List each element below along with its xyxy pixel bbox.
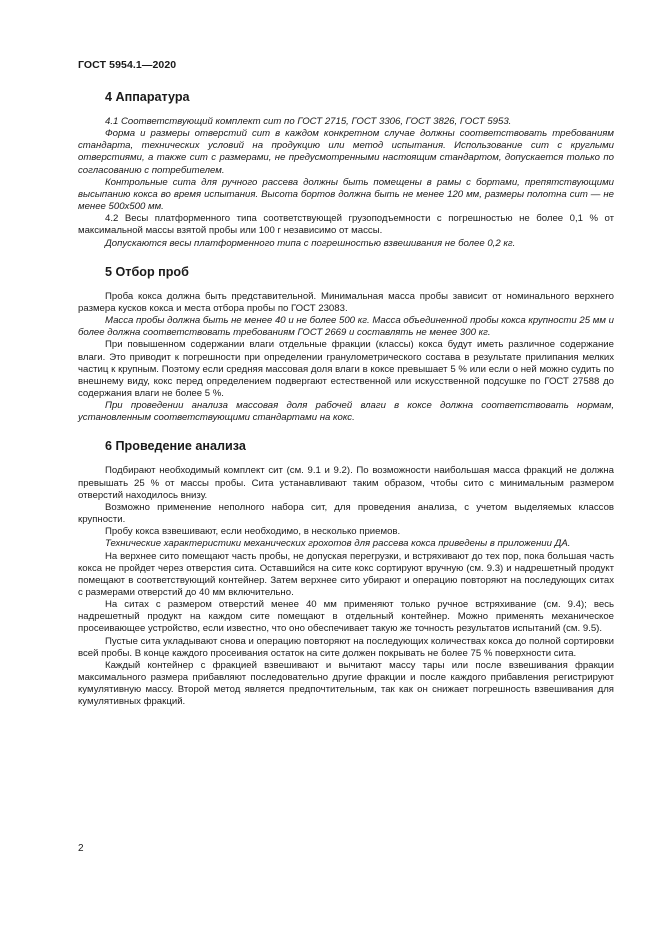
document-code-header: ГОСТ 5954.1—2020 — [78, 59, 177, 71]
section-sampling — [78, 265, 614, 425]
paragraph: Проба кокса должна быть представительной. Минимальная масса пробы зависит от номинального верхнего размера кусков кокса и места отбора пробы по ГОСТ 23083. — [78, 290, 614, 314]
paragraph: Контрольные сита для ручного рассева должны быть помещены в рамы с бортами, препятствующими высыпанию кокса во время испытания. Высота бортов должна быть не менее 120 мм, размеры полотна сит — не менее 500х500 мм. — [78, 176, 614, 213]
paragraph: Пробу кокса взвешивают, если необходимо, в несколько приемов. — [105, 526, 401, 538]
paragraph: 4.2 Весы платформенного типа соответствующей грузоподъемности с погрешностью не более 0,1 % от максимальной массы взятой пробы или 100 г независимо от массы. — [78, 213, 614, 237]
paragraph: Форма и размеры отверстий сит в каждом конкретном случае должны соответствовать требованиям стандарта, технических условий на продукцию или метод испытания. Использование сит с круглыми отверстиями, а также сит с размерами, не предусмотренными настоящим стандартом, допускается только по согласованию с потребителем. — [78, 128, 614, 176]
paragraph: На верхнее сито помещают часть пробы, не допуская перегрузки, и встряхивают до тех пор, пока большая часть кокса не пройдет через отверстия сита. Оставшийся на сите кокс сортируют вручную (см. 9.3) и надрешетный продукт помещают в соответствующий контейнер. Затем верхнее сито убирают и операцию повторяют на последующих ситах с размерами отверстий до 40 мм включительно. — [78, 550, 614, 598]
paragraph: При проведении анализа массовая доля рабочей влаги в коксе должна соответствовать нормам, установленным соответствующими стандартами на кокс. — [78, 400, 614, 424]
page-number: 2 — [78, 843, 84, 854]
paragraph: Технические характеристики механических грохотов для рассева кокса приведены в приложении ДА. — [105, 538, 571, 550]
paragraph: На ситах с размером отверстий менее 40 мм применяют только ручное встряхивание (см. 9.4); весь надрешетный продукт на каждом сите помещают в отдельный контейнер. Можно применять механическое просеивающее устройство, если известно, что оно обеспечивает такую же точность результатов испытаний (см. 9.5). — [78, 599, 614, 635]
section-analysis — [78, 439, 614, 708]
paragraph: Масса пробы должна быть не менее 40 и не более 500 кг. Масса объединенной пробы кокса крупности 25 мм и более должна соответствовать требованиям ГОСТ 2669 и составлять не менее 300 кг. — [78, 315, 614, 339]
section-title: 6 Проведение анализа — [105, 439, 246, 454]
document-body — [78, 90, 614, 724]
paragraph: При повышенном содержании влаги отдельные фракции (классы) кокса будут иметь различное содержание влаги. Это приводит к погрешности при определении гранулометрического состава в результате прилипания мелких частиц к крупным. Поэтому если средняя массовая доля влаги в коксе превышает 5 % или если о ней можно судить по внешнему виду, кокс перед определением подвергают естественной или искусственной подсушке по ГОСТ 27588 до содержания влаги не более 5 %. — [78, 339, 614, 399]
paragraph: Допускаются весы платформенного типа с погрешностью взвешивания не более 0,2 кг. — [105, 237, 516, 249]
section-title: 5 Отбор проб — [105, 264, 189, 279]
section-apparatus — [78, 90, 614, 250]
paragraph: Пустые сита укладывают снова и операцию повторяют на последующих количествах кокса до полной сортировки всей пробы. В конце каждого просеивания остаток на сите должен покрывать не более 75 % поверхности сита. — [78, 635, 614, 659]
section-title: 4 Аппаратура — [105, 90, 190, 104]
paragraph: Подбирают необходимый комплект сит (см. 9.1 и 9.2). По возможности наибольшая масса фракций не должна превышать 25 % от массы пробы. Сита устанавливают таким образом, чтобы сито с минимальным размером отверстий находилось внизу. — [78, 465, 614, 501]
paragraph: Каждый контейнер с фракцией взвешивают и вычитают массу тары или после взвешивания фракции максимального размера прибавляют последовательно другие фракции и после каждого прибавления регистрируют кумулятивную массу. Второй метод является предпочтительным, так как он снижает погрешность взвешивания для кумулятивных фракций. — [78, 659, 614, 708]
paragraph: Возможно применение неполного набора сит, для проведения анализа, с учетом выделяемых классов крупности. — [78, 501, 614, 526]
paragraph: 4.1 Соответствующий комплект сит по ГОСТ 2715, ГОСТ 3306, ГОСТ 3826, ГОСТ 5953. — [105, 116, 512, 127]
